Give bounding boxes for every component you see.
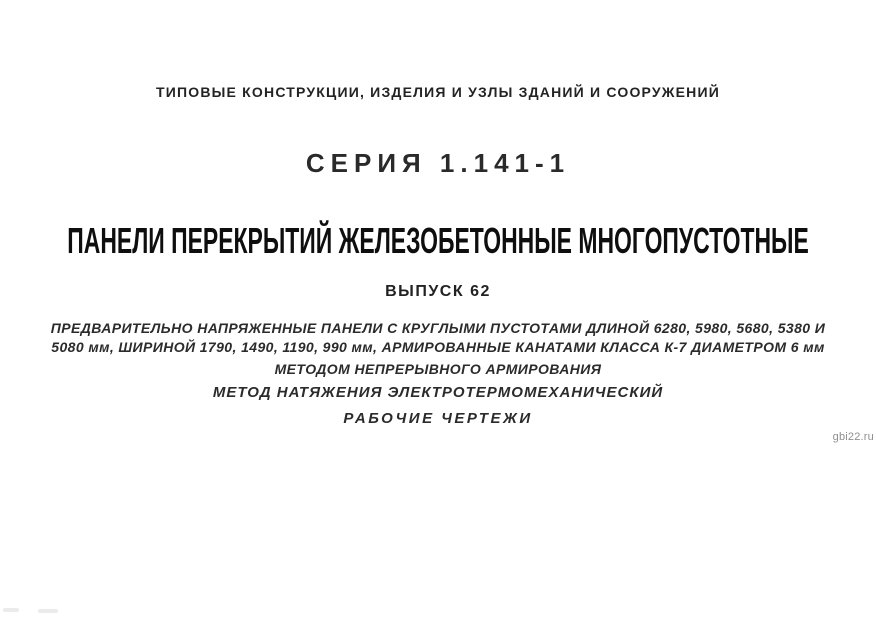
issue-number: ВЫПУСК 62 xyxy=(385,283,491,300)
description-line-1: ПРЕДВАРИТЕЛЬНО НАПРЯЖЕННЫЕ ПАНЕЛИ С КРУГЛЫМИ ПУСТОТАМИ ДЛИНОЙ 6280, 5980, 5680, 5380 И xyxy=(50,320,826,336)
working-drawings-line: РАБОЧИЕ ЧЕРТЕЖИ xyxy=(343,410,533,427)
description-line-2: 5080 мм, ШИРИНОЙ 1790, 1490, 1190, 990 мм, АРМИРОВАННЫЕ КАНАТАМИ КЛАССА К-7 ДИАМЕТРОМ 6 мм xyxy=(51,339,825,355)
document-title: ПАНЕЛИ ПЕРЕКРЫТИЙ ЖЕЛЕЗОБЕТОННЫЕ МНОГОПУСТОТНЫЕ xyxy=(67,220,809,262)
series-number: СЕРИЯ 1.141-1 xyxy=(305,148,571,178)
tensioning-method-line: МЕТОД НАТЯЖЕНИЯ ЭЛЕКТРОТЕРМОМЕХАНИЧЕСКИЙ xyxy=(212,384,664,401)
scan-artifact xyxy=(3,608,19,612)
site-watermark: gbi22.ru xyxy=(832,431,874,443)
scan-artifact xyxy=(38,609,58,613)
document-category-header: ТИПОВЫЕ КОНСТРУКЦИИ, ИЗДЕЛИЯ И УЗЛЫ ЗДАНИЙ И СООРУЖЕНИЙ xyxy=(155,84,721,100)
description-line-3: МЕТОДОМ НЕПРЕРЫВНОГО АРМИРОВАНИЯ xyxy=(274,361,602,377)
document-title-row xyxy=(0,220,876,262)
